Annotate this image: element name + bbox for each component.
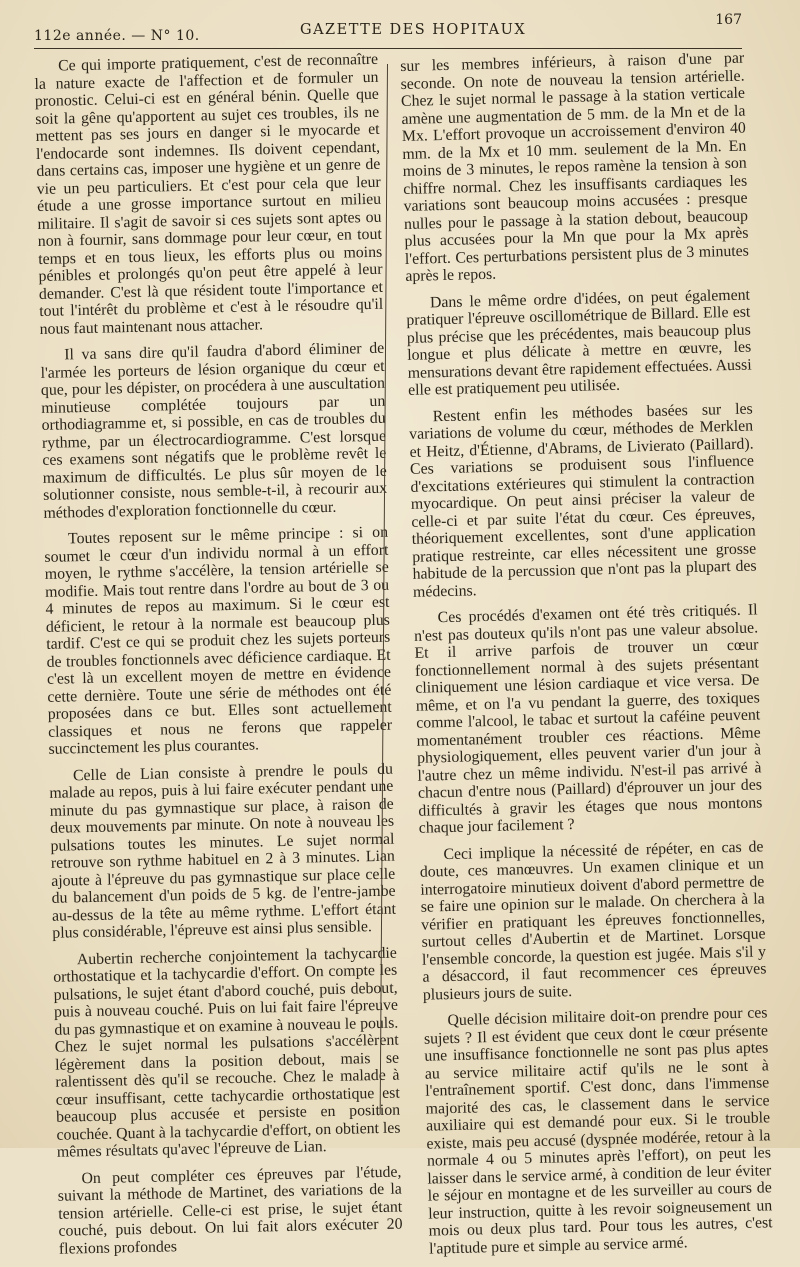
paragraph: Aubertin recherche conjointement la tachycardie orthostatique et la tachycardie d'effort. On compte les pulsations, le sujet étant d'abord couché, puis debout, puis à nouveau couché. Puis on lui fait faire l'épreuve du pas gymnastique et on examine à nouveau le pouls. Chez le sujet normal les pulsations s'accélèrent légèrement dans la position debout, mais se ralentissent dès qu'il se recouche. Chez le malade à cœur insuffisant, cette tachycardie orthostatique est beaucoup plus accusée et persiste en position couchée. Quant à la tachycardie d'effort, on obtient les mêmes résultats qu'avec l'épreuve de Lian. xyxy=(53,944,401,1161)
paragraph: On peut compléter ces épreuves par l'étude, suivant la méthode de Martinet, des variations de la tension artérielle. Celle-ci est prise, le sujet étant couché, puis debout. On lui fait alors exécuter 20 flexions profondes xyxy=(57,1163,403,1258)
header-rule xyxy=(34,48,742,49)
paragraph: Ce qui importe pratiquement, c'est de reconnaître la nature exacte de l'affection et de formuler un pronostic. Celui-ci est en général bénin. Quelle que soit la gêne qu'apportent au sujet ces troubles, ils ne mettent pas ses jours en danger si le myocarde et l'endocarde sont indemnes. Ils doivent cependant, dans certains cas, imposer une hygiène et un genre de vie un peu particuliers. Et c'est pour cela que leur étude a une grosse importance surtout en milieu militaire. Il s'agit de savoir si ces sujets sont aptes ou non à fournir, sans dommage pour leur cœur, en tout temps et en tous lieux, les efforts plus ou moins pénibles et prolongés qu'on peut être appelé à leur demander. C'est là que résident toute l'importance et tout l'intérêt du problème et c'est à le résoudre qu'il nous faut maintenant nous attacher. xyxy=(34,50,384,338)
issue-number: 112e année. — N° 10. xyxy=(34,28,200,44)
paragraph: Ces procédés d'examen ont été très critiqués. Il n'est pas douteux qu'ils n'ont pas une valeur absolue. Et il arrive parfois de trouver un cœur fonctionnellement normal à des sujets présentant cliniquement une lésion cardiaque et vice versa. De même, et on l'a vu pendant la guerre, des toxiques comme l'alcool, le tabac et surtout la caféine peuvent momentanément troubler ces réactions. Même physiologiquement, elles peuvent varier d'un jour à l'autre chez un même individu. N'est-il pas arrivé à chacun d'entre nous (Paillard) d'éprouver un jour des difficultés à gravir les étages que nous montons chaque jour facilement ? xyxy=(413,601,763,837)
paragraph: Il va sans dire qu'il faudra d'abord éliminer de l'armée les porteurs de lésion organique du cœur et que, pour les dépister, on procédera à une auscultation minutieuse complétée toujours par un orthodiagramme et, si possible, en cas de troubles du rythme, par un électrocardiogramme. C'est lorsque ces examens sont négatifs que le problème revêt le maximum de difficultés. Le plus sûr moyen de le solutionner consiste, nous semble-t-il, à recourir aux méthodes d'exploration fonctionnelle du cœur. xyxy=(40,339,388,522)
right-column xyxy=(400,50,773,1267)
paragraph: Toutes reposent sur le même principe : si on soumet le cœur d'un individu normal à un effort moyen, le rythme s'accélère, la tension artérielle se modifie. Mais tout rentre dans l'ordre au bout de 3 ou 4 minutes de repos au maximum. Si le cœur est déficient, le retour à la normale est beaucoup plus tardif. C'est ce qui se produit chez les sujets porteurs de troubles fonctionnels avec déficience cardiaque. Et c'est là un excellent moyen de mettre en évidence cette dernière. Toute une série de méthodes ont été proposées dans ce but. Elles sont actuellement classiques et nous ne ferons que rappeler succinctement les plus courantes. xyxy=(44,523,393,758)
page-header xyxy=(30,8,770,48)
paragraph: Ceci implique la nécessité de répéter, en cas de doute, ces manœuvres. Un examen clinique et un interrogatoire minutieux doivent d'abord permettre de se faire une opinion sur le malade. On cherchera à la vérifier en pratiquant les épreuves fonctionnelles, surtout celles d'Aubertin et de Martinet. Lorsque l'ensemble concorde, la question est jugée. Mais s'il y a désaccord, il faut recommencer ces épreuves plusieurs jours de suite. xyxy=(419,837,767,1004)
left-column xyxy=(34,51,403,1267)
page-number: 167 xyxy=(715,12,742,28)
paragraph: sur les membres inférieurs, à raison d'une par seconde. On note de nouveau la tension artérielle. Chez le sujet normal le passage à la station verticale amène une augmentation de 5 mm. de la Mn et de la Mx. L'effort provoque un accroissement d'environ 40 mm. de la Mx et 10 mm. seulement de la Mn. En moins de 3 minutes, le repos ramène la tension à son chiffre normal. Chez les insuffisants cardiaques les variations sont beaucoup moins accusées : presque nulles pour le passage à la station debout, beaucoup plus accusées pour la Mn que pour la Mx après l'effort. Ces perturbations persistent plus de 3 minutes après le repos. xyxy=(400,49,750,285)
paragraph: Celle de Lian consiste à prendre le pouls du malade au repos, puis à lui faire exécuter pendant une minute du pas gymnastique sur place, à raison de deux mouvements par minute. On note à nouveau les pulsations toutes les minutes. Le sujet normal retrouve son rythme habituel en 2 à 3 minutes. Lian ajoute à l'épreuve du pas gymnastique sur place celle du balancement d'un poids de 5 kg. de l'entre-jambe au-dessus de la tête au même rythme. L'effort étant plus considérable, l'épreuve est ainsi plus sensible. xyxy=(49,760,397,942)
paragraph: Restent enfin les méthodes basées sur les variations de volume du cœur, méthodes de Merklen et Heitz, d'Étienne, d'Abrams, de Livierato (Paillard). Ces variations se produisent sous l'influence d'excitations extérieures qui stimulent la contraction myocardique. On peut ainsi préciser la valeur de celle-ci et par suite l'état du cœur. Ces épreuves, théoriquement excellentes, sont d'une application pratique restreinte, car elles nécessitent une grosse habitude de la percussion que n'ont pas la plupart des médecins. xyxy=(408,399,757,601)
paragraph: Dans le même ordre d'idées, on peut également pratiquer l'épreuve oscillométrique de Billard. Elle est plus précise que les précédentes, mais beaucoup plus longue et plus délicate à mettre en œuvre, les mensurations devant être rapidement effectuées. Aussi elle est pratiquement peu utilisée. xyxy=(406,286,752,399)
publication-title: GAZETTE DES HOPITAUX xyxy=(300,22,527,38)
paragraph: Quelle décision militaire doit-on prendre pour ces sujets ? Il est évident que ceux dont le cœur présente une insuffisance fonctionnelle ne sont pas plus aptes au service militaire actif qu'ils ne le sont à l'entraînement sportif. C'est donc, dans l'immense majorité des cas, le classement dans le service auxiliaire qui est demandé pour eux. Si le trouble existe, mais peu accusé (dyspnée modérée, retour à la normale 4 ou 5 minutes après l'effort), on peut les laisser dans le service armé, à condition de leur éviter le séjour en montagne et de les surveiller au cours de leur instruction, quitte à les revoir soigneusement un mois ou deux plus tard. Pour tous les autres, c'est l'aptitude pure et simple au service armé. xyxy=(423,1004,773,1258)
